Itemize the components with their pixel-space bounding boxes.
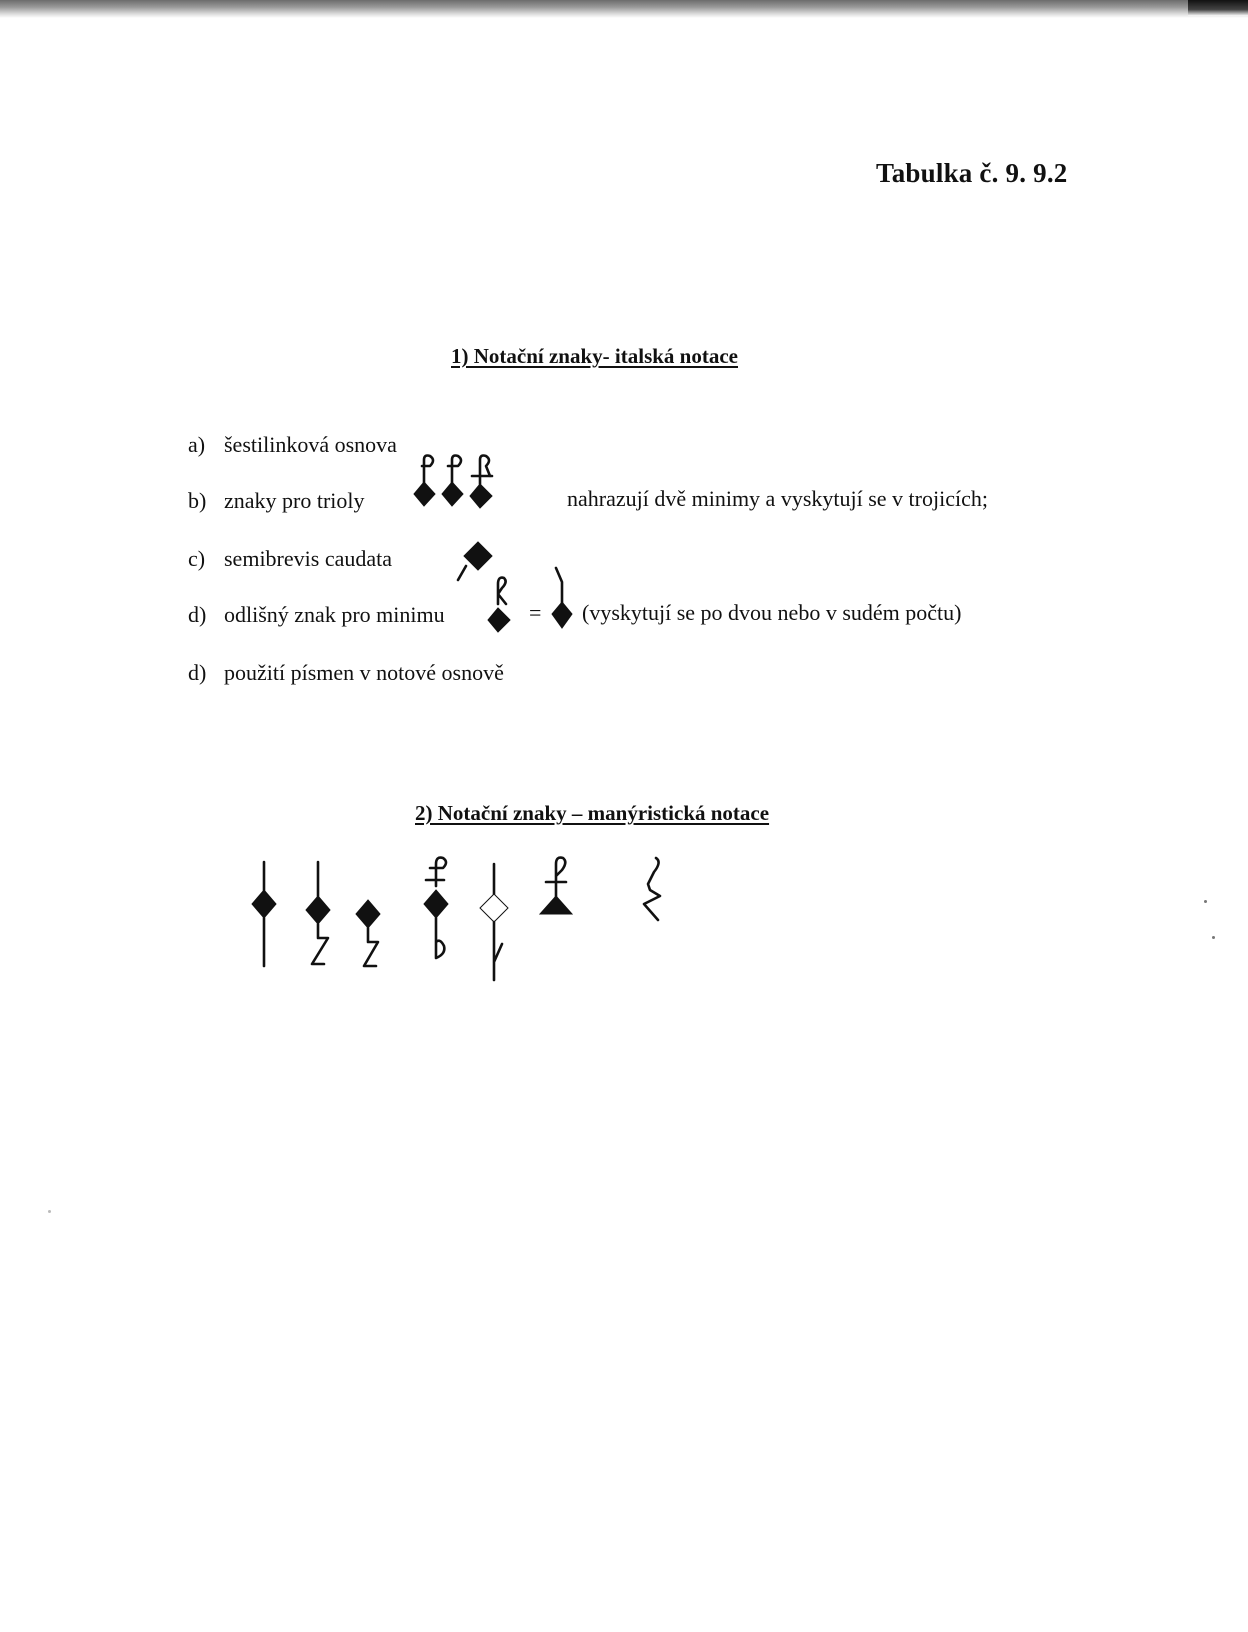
list-item-text: semibrevis caudata	[224, 546, 392, 571]
list-marker: b)	[188, 488, 207, 513]
mannerist-note-icon	[240, 850, 680, 990]
list-item-c	[188, 546, 392, 572]
list-marker: a)	[188, 432, 206, 457]
list-item-text: použití písmen v notové osnově	[224, 660, 504, 685]
list-marker: d)	[188, 660, 207, 685]
section-2-heading: 2) Notační znaky – manýristická notace	[415, 801, 770, 825]
list-item-b-description: nahrazují dvě minimy a vyskytují se v trojicích;	[567, 486, 988, 511]
triplet-note-icon	[410, 454, 510, 524]
list-item-a	[188, 432, 397, 458]
scan-speck	[1212, 936, 1215, 939]
table-number: Tabulka č. 9. 9.2	[876, 158, 1068, 188]
minim-variant-icon	[482, 574, 516, 636]
list-item-b	[188, 488, 365, 514]
list-item-text: odlišný znak pro minimu	[224, 602, 445, 627]
scan-speck	[1204, 900, 1207, 903]
list-item-d1	[188, 602, 445, 628]
section-1-heading: 1) Notační znaky- italská notace	[451, 344, 738, 368]
list-marker: d)	[188, 602, 207, 627]
list-item-text: znaky pro trioly	[224, 488, 365, 513]
scan-corner-shadow	[1188, 0, 1248, 16]
list-item-d1-description: (vyskytují se po dvou nebo v sudém počtu)	[582, 600, 962, 625]
list-item-d2	[188, 660, 504, 686]
equals-sign: =	[529, 600, 542, 625]
list-item-text: šestilinková osnova	[224, 432, 397, 457]
scan-top-edge	[0, 0, 1248, 18]
list-marker: c)	[188, 546, 206, 571]
scan-speck	[48, 1210, 51, 1213]
minim-icon	[548, 566, 576, 636]
